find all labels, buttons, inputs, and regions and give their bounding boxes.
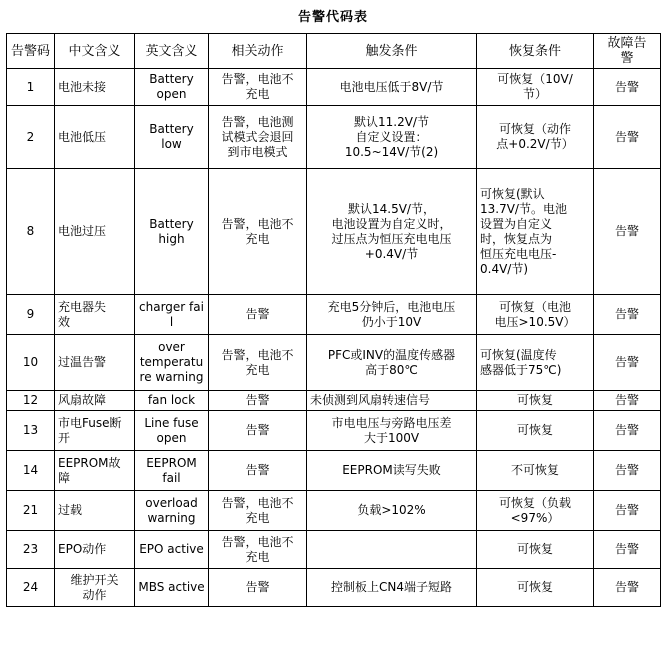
cell-en: EEPROM fail	[135, 451, 209, 491]
cell-action: 告警	[209, 295, 307, 335]
table-row	[7, 411, 661, 451]
cell-action: 告警，电池不 充电	[209, 335, 307, 391]
table-row	[7, 295, 661, 335]
header-action: 相关动作	[209, 34, 307, 69]
cell-recovery: 可恢复	[477, 531, 594, 569]
cell-recovery: 可恢复（10V/ 节）	[477, 69, 594, 106]
cell-en: Battery open	[135, 69, 209, 106]
cell-trigger: EEPROM读写失败	[307, 451, 477, 491]
cell-recovery: 可恢复（负载 <97%）	[477, 491, 594, 531]
cell-alarm: 告警	[594, 491, 661, 531]
cell-alarm: 告警	[594, 335, 661, 391]
cell-alarm: 告警	[594, 411, 661, 451]
cell-trigger: 默认14.5V/节， 电池设置为自定义时， 过压点为恒压充电电压 +0.4V/节	[307, 169, 477, 295]
cell-cn: 过载	[55, 491, 135, 531]
cell-cn: EEPROM故 障	[55, 451, 135, 491]
cell-recovery: 可恢复	[477, 569, 594, 607]
cell-recovery: 不可恢复	[477, 451, 594, 491]
cell-action: 告警，电池不 充电	[209, 491, 307, 531]
table-row	[7, 69, 661, 106]
cell-cn: 维护开关 动作	[55, 569, 135, 607]
header-code: 告警码	[7, 34, 55, 69]
cell-action: 告警	[209, 451, 307, 491]
cell-en: fan lock	[135, 391, 209, 411]
header-trigger: 触发条件	[307, 34, 477, 69]
cell-code: 21	[7, 491, 55, 531]
cell-code: 13	[7, 411, 55, 451]
header-recovery: 恢复条件	[477, 34, 594, 69]
header-en-meaning: 英文含义	[135, 34, 209, 69]
cell-en: MBS active	[135, 569, 209, 607]
cell-alarm: 告警	[594, 531, 661, 569]
cell-action: 告警	[209, 391, 307, 411]
cell-trigger	[307, 531, 477, 569]
cell-alarm: 告警	[594, 569, 661, 607]
cell-trigger: 电池电压低于8V/节	[307, 69, 477, 106]
table-title: 告警代码表	[297, 10, 368, 25]
cell-cn: 市电Fuse断 开	[55, 411, 135, 451]
cell-alarm: 告警	[594, 391, 661, 411]
cell-en: charger fail	[135, 295, 209, 335]
cell-action: 告警，电池测 试模式会退回 到市电模式	[209, 106, 307, 169]
cell-cn: 电池过压	[55, 169, 135, 295]
table-row	[7, 569, 661, 607]
cell-cn: 风扇故障	[55, 391, 135, 411]
table-row	[7, 335, 661, 391]
cell-code: 12	[7, 391, 55, 411]
cell-code: 1	[7, 69, 55, 106]
cell-cn: 过温告警	[55, 335, 135, 391]
cell-en: overload warning	[135, 491, 209, 531]
cell-cn: EPO动作	[55, 531, 135, 569]
cell-alarm: 告警	[594, 451, 661, 491]
cell-action: 告警，电池不 充电	[209, 531, 307, 569]
cell-trigger: 负载>102%	[307, 491, 477, 531]
cell-cn: 电池未接	[55, 69, 135, 106]
cell-trigger: PFC或INV的温度传感器 高于80℃	[307, 335, 477, 391]
cell-cn: 充电器失 效	[55, 295, 135, 335]
cell-trigger: 市电电压与旁路电压差 大于100V	[307, 411, 477, 451]
cell-en: Battery high	[135, 169, 209, 295]
cell-alarm: 告警	[594, 69, 661, 106]
header-cn-meaning: 中文含义	[55, 34, 135, 69]
cell-code: 9	[7, 295, 55, 335]
cell-code: 14	[7, 451, 55, 491]
cell-action: 告警	[209, 411, 307, 451]
cell-action: 告警，电池不 充电	[209, 69, 307, 106]
cell-recovery: 可恢复（动作 点+0.2V/节）	[477, 106, 594, 169]
cell-trigger: 充电5分钟后，电池电压 仍小于10V	[307, 295, 477, 335]
cell-en: Battery low	[135, 106, 209, 169]
cell-recovery: 可恢复（电池 电压>10.5V）	[477, 295, 594, 335]
cell-alarm: 告警	[594, 106, 661, 169]
table-row	[7, 491, 661, 531]
cell-code: 23	[7, 531, 55, 569]
header-row	[7, 34, 661, 69]
cell-en: over temperatu re warning	[135, 335, 209, 391]
cell-alarm: 告警	[594, 169, 661, 295]
cell-alarm: 告警	[594, 295, 661, 335]
cell-trigger: 控制板上CN4端子短路	[307, 569, 477, 607]
table-row	[7, 106, 661, 169]
table-row	[7, 531, 661, 569]
table-row	[7, 391, 661, 411]
cell-code: 2	[7, 106, 55, 169]
cell-en: EPO active	[135, 531, 209, 569]
cell-recovery: 可恢复	[477, 411, 594, 451]
cell-cn: 电池低压	[55, 106, 135, 169]
table-row	[7, 169, 661, 295]
cell-trigger: 未侦测到风扇转速信号	[307, 391, 477, 411]
cell-en: Line fuse open	[135, 411, 209, 451]
alarm-code-table	[6, 33, 661, 607]
cell-recovery: 可恢复	[477, 391, 594, 411]
cell-trigger: 默认11.2V/节 自定义设置： 10.5~14V/节(2)	[307, 106, 477, 169]
cell-recovery: 可恢复(温度传 感器低于75℃)	[477, 335, 594, 391]
cell-recovery: 可恢复(默认 13.7V/节。电池 设置为自定义 时，恢复点为 恒压充电电压- 0.4V/节)	[477, 169, 594, 295]
cell-action: 告警	[209, 569, 307, 607]
table-row	[7, 451, 661, 491]
cell-action: 告警，电池不 充电	[209, 169, 307, 295]
header-alarm: 故障告 警	[594, 34, 661, 69]
cell-code: 24	[7, 569, 55, 607]
cell-code: 10	[7, 335, 55, 391]
cell-code: 8	[7, 169, 55, 295]
